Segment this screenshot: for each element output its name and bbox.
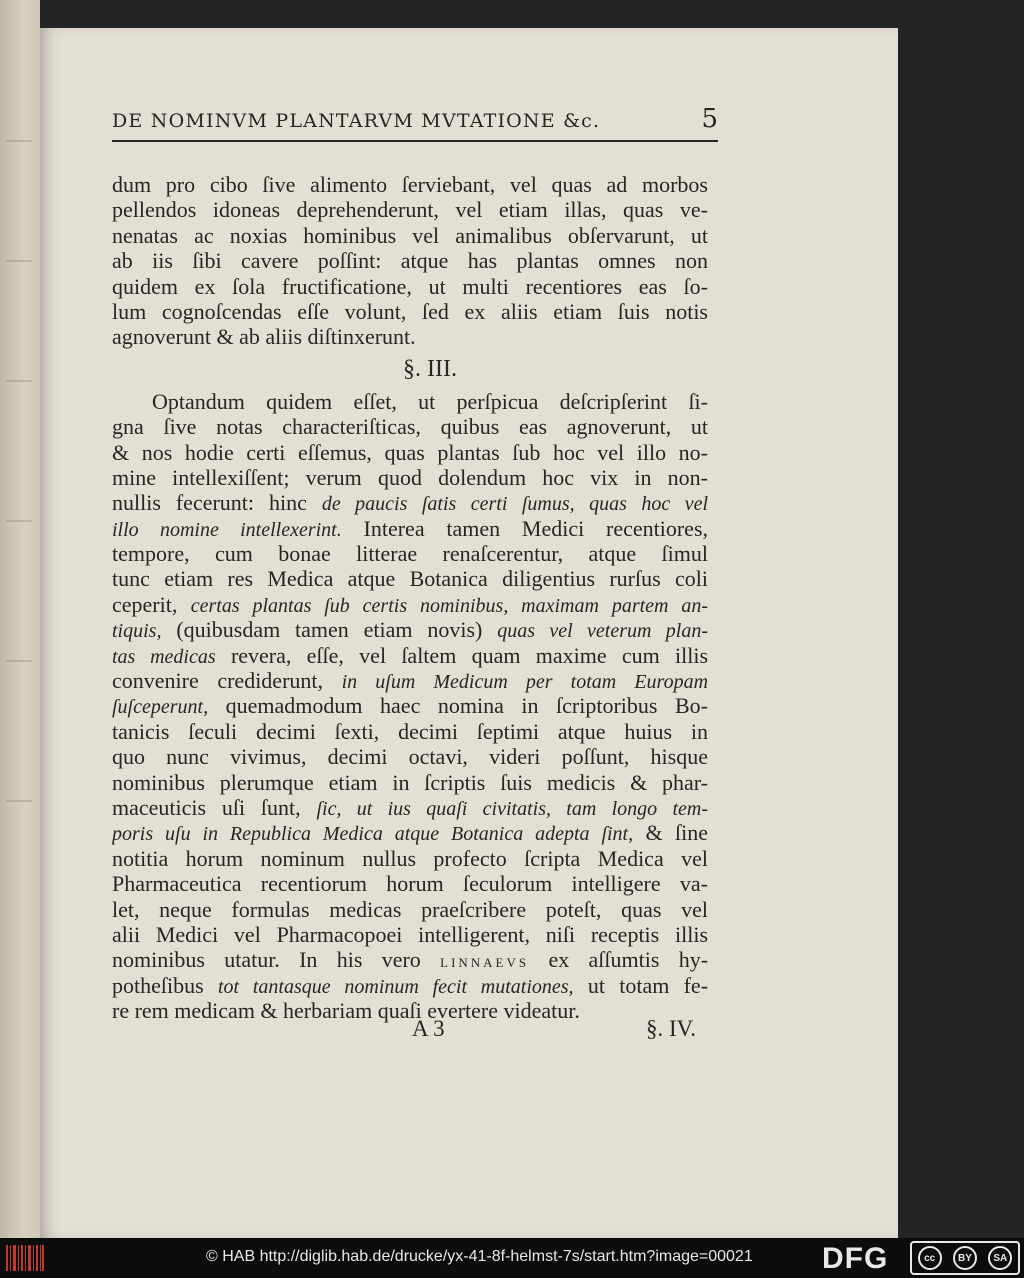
italic-run: ſuſceperunt,: [112, 696, 209, 719]
text-line: [112, 668, 708, 693]
text-run: nullis fecerunt: hinc: [112, 490, 307, 516]
catchword: §. IV.: [645, 1016, 696, 1041]
italic-run: in uſum Medicum per totam Europam: [341, 671, 708, 694]
text-line: quo nunc vivimus, decimi octavi, videri poſſunt, hisque: [112, 744, 708, 770]
text-line: agnoverunt & ab aliis diſtinxerunt.: [112, 324, 416, 350]
text-run: convenire crediderunt,: [112, 668, 324, 694]
text-line: [112, 947, 708, 972]
text-line: [112, 973, 708, 998]
adjacent-page-edge: [0, 0, 40, 1238]
cc-license-badge[interactable]: [910, 1241, 1020, 1275]
text-run: ceperit,: [112, 591, 178, 617]
section-heading: §. III.: [403, 355, 457, 382]
text-run: revera, eſſe, vel ſaltem quam maxime cum illis: [230, 642, 708, 668]
text-line: let, neque formulas medicas praeſcribere poteſt, quas vel: [112, 896, 708, 922]
italic-run: tiquis,: [112, 620, 162, 643]
running-header: [112, 104, 718, 134]
dfg-logo: DFG: [822, 1242, 889, 1275]
paragraph-section-3: [112, 389, 708, 1024]
text-line: nenatas ac noxias hominibus vel animalibus obſervarunt, ut: [112, 222, 708, 248]
text-line: dum pro cibo ſive alimento ſerviebant, vel quas ad morbos: [112, 172, 708, 197]
source-credit-link[interactable]: © HAB http://diglib.hab.de/drucke/yx-41-8f-helmst-7s/start.htm?image=00021: [206, 1248, 753, 1265]
by-icon: BY: [953, 1246, 977, 1270]
italic-run: poris uſu in Republica Medica atque Botanica adepta ſint,: [112, 823, 634, 846]
sa-icon: SA: [988, 1246, 1012, 1270]
text-line: Pharmaceutica recentiorum horum ſeculorum intelligere va-: [112, 871, 708, 897]
text-line: [112, 490, 708, 515]
italic-run: illo nomine intellexerint.: [112, 518, 342, 541]
text-line: ab iis ſibi cavere poſſint: atque has plantas omnes non: [112, 248, 708, 274]
small-caps-run: linnaevs: [440, 951, 530, 972]
italic-run: tas medicas: [112, 645, 216, 668]
text-line: tunc etiam res Medica atque Botanica diligentius rurſus coli: [112, 566, 708, 592]
text-run: (quibusdam tamen etiam novis): [176, 617, 483, 643]
running-title: DE NOMINVM PLANTARVM MVTATIONE &c.: [112, 110, 601, 132]
text-line: pellendos idoneas deprehenderunt, vel etiam illas, quas ve-: [112, 197, 708, 223]
text-line: [112, 693, 708, 718]
barcode-icon: [6, 1245, 44, 1271]
text-line: [112, 516, 708, 541]
page-number: 5: [701, 104, 718, 134]
italic-run: ſic, ut ius quaſi civitatis, tam longo tem-: [316, 797, 708, 820]
text-line: [112, 820, 708, 845]
text-line: tempore, cum bonae litterae renaſcerentur, atque ſimul: [112, 541, 708, 567]
text-line: mine intellexiſſent; verum quod dolendum hoc vix in non-: [112, 464, 708, 490]
text-line: Optandum quidem eſſet, ut perſpicua deſcripſerint ſi-: [152, 388, 708, 414]
italic-run: tot tantasque nominum fecit mutationes,: [217, 975, 574, 998]
viewer-bottom-bar: [0, 1238, 1024, 1278]
text-line: [112, 617, 708, 642]
text-line: lum cognoſcendas eſſe volunt, ſed ex aliis etiam ſuis notis: [112, 298, 708, 324]
italic-run: certas plantas ſub certis nominibus, maximam partem an-: [190, 594, 708, 617]
text-line: re rem medicam & herbariam quaſi evertere videatur.: [112, 998, 580, 1024]
text-run: potheſibus: [112, 972, 204, 998]
text-line: gna ſive notas characteriſticas, quibus eas agnoverunt, ut: [112, 414, 708, 440]
page-footer: [112, 1016, 708, 1048]
cc-icon: cc: [918, 1246, 942, 1270]
text-run: nominibus utatur. In his vero: [112, 947, 421, 973]
italic-run: de paucis ſatis certi ſumus, quas hoc vel: [321, 493, 708, 516]
header-rule: [112, 140, 718, 142]
text-line: [112, 592, 708, 617]
page-body: [112, 172, 708, 1024]
text-line: & nos hodie certi eſſemus, quas plantas ſub hoc vel illo no-: [112, 439, 708, 465]
text-run: quemadmodum haec nomina in ſcriptoribus Bo-: [225, 693, 708, 719]
text-line: alii Medici vel Pharmacopoei intelligerent, niſi receptis illis: [112, 921, 708, 947]
text-line: nominibus plerumque etiam in ſcriptis ſuis medicis & phar-: [112, 769, 708, 795]
paragraph-continued: [112, 172, 708, 350]
text-run: & ſine: [645, 820, 708, 846]
text-run: ex aſſumtis hy-: [548, 947, 708, 973]
italic-run: quas vel veterum plan-: [497, 620, 708, 643]
text-line: [112, 643, 708, 668]
text-run: ut totam fe-: [587, 972, 708, 998]
text-line: tanicis ſeculi decimi ſexti, decimi ſeptimi atque huius in: [112, 718, 708, 744]
text-line: notitia horum nominum nullus profecto ſcripta Medica vel: [112, 845, 708, 871]
signature-mark: A 3: [412, 1016, 445, 1041]
text-line: [112, 795, 708, 820]
text-run: maceuticis uſi ſunt,: [112, 794, 301, 820]
text-run: Interea tamen Medici recentiores,: [363, 515, 708, 541]
text-line: quidem ex ſola fructificatione, ut multi recentiores eas ſo-: [112, 273, 708, 299]
